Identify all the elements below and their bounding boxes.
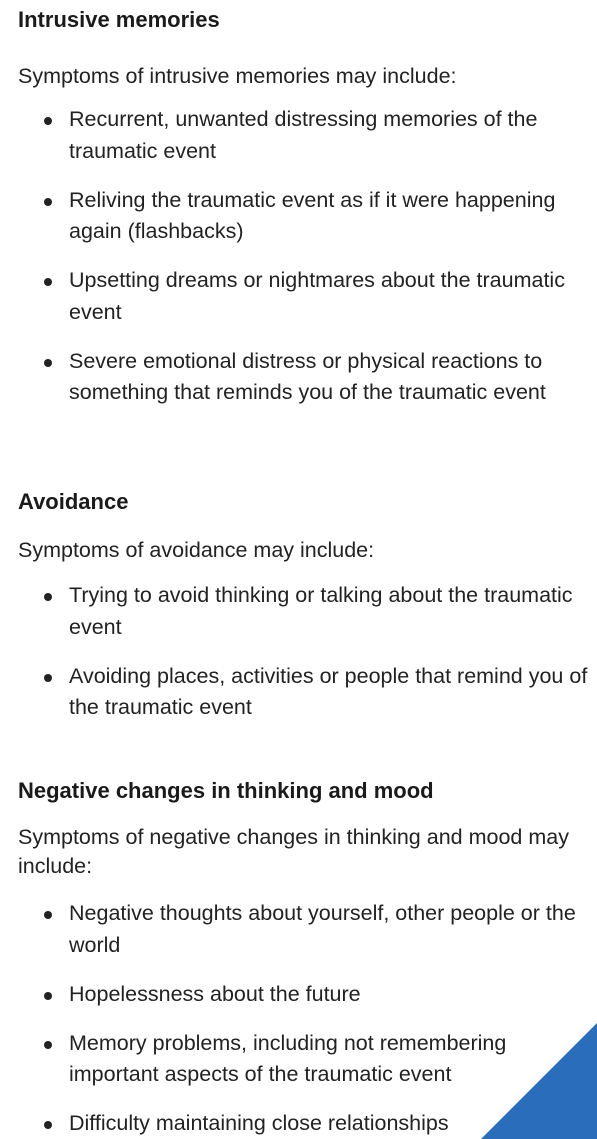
section-heading: Intrusive memories — [18, 7, 220, 32]
bullet-icon — [44, 992, 52, 1000]
section-intro: Symptoms of intrusive memories may include: — [18, 64, 457, 88]
list-item-text: Difficulty maintaining close relationships — [69, 1111, 449, 1135]
list-item — [18, 104, 588, 167]
section-intrusive-memories — [18, 7, 588, 404]
bullet-icon — [44, 1121, 52, 1129]
bullet-icon — [44, 593, 52, 601]
list-item — [18, 185, 588, 248]
list-item — [18, 346, 588, 409]
bullet-icon — [44, 1041, 52, 1049]
section-heading: Negative changes in thinking and mood — [18, 778, 434, 803]
list-item-text: Trying to avoid thinking or talking about the traumatic event — [69, 583, 573, 639]
bullet-icon — [44, 278, 52, 286]
list-item — [18, 898, 588, 961]
bullet-icon — [44, 359, 52, 367]
symptom-list — [18, 104, 588, 409]
list-item-text: Upsetting dreams or nightmares about the traumatic event — [69, 268, 565, 324]
list-item — [18, 661, 588, 724]
list-item — [18, 580, 588, 643]
feedback-button[interactable] — [481, 1023, 597, 1139]
bullet-icon — [44, 198, 52, 206]
feedback-label[interactable]: Feedback — [503, 1032, 571, 1101]
symptom-list — [18, 580, 588, 724]
list-item-text: Reliving the traumatic event as if it were happening again (flashbacks) — [69, 187, 556, 243]
section-heading: Avoidance — [18, 489, 129, 514]
list-item-text: Avoiding places, activities or people that remind you of the traumatic event — [69, 663, 588, 719]
list-item-text: Severe emotional distress or physical reactions to something that reminds you of the traumatic event — [69, 348, 546, 404]
list-item — [18, 979, 588, 1011]
list-item-text: Recurrent, unwanted distressing memories of the traumatic event — [69, 107, 538, 163]
list-item — [18, 265, 588, 328]
bullet-icon — [44, 117, 52, 125]
section-intro: Symptoms of avoidance may include: — [18, 538, 375, 562]
list-item-text: Hopelessness about the future — [69, 981, 361, 1006]
section-intro: Symptoms of negative changes in thinking and mood may include: — [18, 825, 569, 878]
bullet-icon — [44, 674, 52, 682]
feedback-ribbon[interactable] — [481, 1023, 597, 1139]
list-item-text: Memory problems, including not remembering important aspects of the traumatic event — [69, 1030, 507, 1086]
bullet-icon — [44, 911, 52, 919]
section-avoidance — [18, 489, 588, 719]
list-item-text: Negative thoughts about yourself, other people or the world — [69, 901, 576, 957]
